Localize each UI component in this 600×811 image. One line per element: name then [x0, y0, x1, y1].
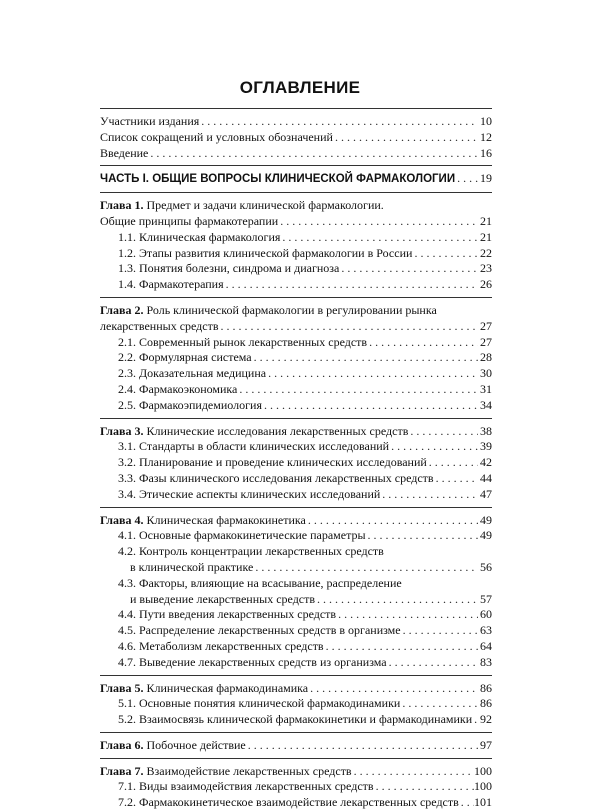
toc-section[interactable]	[100, 398, 492, 414]
toc-section[interactable]	[100, 607, 492, 623]
toc-section[interactable]	[100, 696, 492, 712]
page-number: 38	[480, 423, 492, 438]
section-title: 2.1. Современный рынок лекарственных средств	[118, 334, 368, 349]
chapter-title: Взаимодействие лекарственных средств	[143, 763, 352, 778]
chapter-title: Клинические исследования лекарственных средств	[143, 423, 409, 438]
page-number: 63	[480, 623, 492, 638]
page-number: 12	[480, 129, 492, 144]
toc-chapter-4[interactable]	[100, 513, 492, 529]
toc-chapter-2-title[interactable]	[100, 303, 492, 319]
section-title: 5.2. Взаимосвязь клинической фармакокинетики и фармакодинамики	[118, 712, 473, 727]
toc-section[interactable]	[100, 335, 492, 351]
toc-section[interactable]	[100, 528, 492, 544]
section-title-cont: и выведение лекарственных средств	[130, 591, 316, 606]
section-title: 3.1. Стандарты в области клинических исследований	[118, 439, 390, 454]
page-number: 34	[480, 397, 492, 412]
page-number: 44	[480, 470, 492, 485]
page-number: 10	[480, 114, 492, 128]
toc-section[interactable]	[100, 439, 492, 455]
chapter-label: Глава 7.	[100, 763, 144, 778]
divider	[100, 758, 492, 759]
page-title: ОГЛАВЛЕНИЕ	[239, 78, 361, 97]
section-title: 4.5. Распределение лекарственных средств в организме	[118, 623, 401, 638]
page-number: 97	[480, 737, 492, 752]
section-title: 3.3. Фазы клинического исследования лекарственных средств	[118, 470, 434, 485]
toc-chapter-7[interactable]	[100, 764, 492, 780]
chapter-title: Роль клинической фармакологии в регулировании рынка	[143, 302, 437, 317]
toc-chapter-2[interactable]	[100, 319, 492, 335]
page-number: 19	[480, 171, 492, 186]
chapter-label: Глава 2.	[100, 302, 144, 317]
page-number: 30	[480, 366, 492, 381]
page-number: 31	[480, 381, 492, 396]
section-title: 7.1. Виды взаимодействия лекарственных средств	[118, 779, 374, 794]
page-number: 26	[480, 277, 492, 292]
toc-entry-contributors[interactable]	[100, 114, 492, 130]
toc-section-title[interactable]	[100, 576, 492, 592]
toc-section[interactable]	[100, 560, 492, 576]
toc-section[interactable]	[100, 639, 492, 655]
section-title: 4.4. Пути введения лекарственных средств	[118, 607, 337, 622]
chapter-label: Глава 6.	[100, 737, 144, 752]
toc-chapter-1-title[interactable]	[100, 198, 492, 214]
section-title: 4.2. Контроль концентрации лекарственных средств	[118, 544, 384, 559]
chapter-title-cont: Общие принципы фармакотерапии	[100, 213, 279, 228]
chapter-title: Клиническая фармакокинетика	[143, 512, 306, 527]
divider	[100, 297, 492, 298]
page-number: 86	[480, 680, 492, 695]
page-number: 21	[480, 213, 492, 228]
table-of-contents	[100, 104, 492, 811]
toc-section[interactable]	[100, 779, 492, 795]
section-title: 3.4. Этические аспекты клинических исследований	[118, 486, 381, 501]
toc-section[interactable]	[100, 655, 492, 671]
toc-section[interactable]	[100, 795, 492, 811]
section-title: 1.3. Понятия болезни, синдрома и диагноза	[118, 261, 340, 276]
page-number: 47	[480, 486, 492, 501]
page-number: 101	[474, 795, 492, 810]
toc-entry-abbreviations[interactable]	[100, 130, 492, 146]
page-number: 64	[480, 638, 492, 653]
toc-section[interactable]	[100, 382, 492, 398]
chapter-label: Глава 1.	[100, 198, 144, 213]
section-title: 4.7. Выведение лекарственных средств из организма	[118, 654, 387, 669]
toc-section[interactable]	[100, 471, 492, 487]
chapter-label: Глава 3.	[100, 423, 144, 438]
section-title: 2.4. Фармакоэкономика	[118, 381, 238, 396]
page-number: 49	[480, 528, 492, 543]
divider	[100, 675, 492, 676]
divider	[100, 165, 492, 166]
toc-chapter-3[interactable]	[100, 424, 492, 440]
toc-part-1[interactable]	[100, 171, 492, 188]
page-number: 92	[480, 712, 492, 727]
toc-chapter-5[interactable]	[100, 681, 492, 697]
section-title: 2.2. Формулярная система	[118, 350, 252, 365]
toc-section[interactable]	[100, 592, 492, 608]
page-number: 23	[480, 261, 492, 276]
divider	[100, 732, 492, 733]
entry-title: Список сокращений и условных обозначений	[100, 129, 333, 144]
page-number: 100	[474, 763, 492, 778]
section-title: 2.3. Доказательная медицина	[118, 366, 267, 381]
section-title: 5.1. Основные понятия клинической фармакодинамики	[118, 696, 401, 711]
page-number: 42	[480, 455, 492, 470]
page-number: 16	[480, 145, 492, 160]
section-title: 1.4. Фармакотерапия	[118, 277, 224, 292]
chapter-title: Предмет и задачи клинической фармакологии.	[143, 198, 384, 213]
divider	[100, 192, 492, 193]
page-number: 39	[480, 439, 492, 454]
divider	[100, 108, 492, 109]
section-title: 4.6. Метаболизм лекарственных средств	[118, 638, 324, 653]
page-number: 27	[480, 318, 492, 333]
page-number: 21	[480, 229, 492, 244]
section-title: 3.2. Планирование и проведение клинических исследований	[118, 455, 427, 470]
chapter-title: Побочное действие	[143, 737, 246, 752]
toc-chapter-1[interactable]	[100, 214, 492, 230]
page-number: 22	[480, 245, 492, 260]
part-title: ЧАСТЬ I. ОБЩИЕ ВОПРОСЫ КЛИНИЧЕСКОЙ ФАРМАКОЛОГИИ	[100, 173, 456, 186]
toc-section[interactable]	[100, 277, 492, 293]
page-number: 49	[480, 512, 492, 527]
section-title: 1.1. Клиническая фармакология	[118, 229, 281, 244]
toc-entry-introduction[interactable]	[100, 146, 492, 162]
section-title: 4.3. Факторы, влияющие на всасывание, распределение	[118, 575, 402, 590]
page-number: 100	[474, 779, 492, 794]
toc-section[interactable]	[100, 366, 492, 382]
toc-section[interactable]	[100, 230, 492, 246]
toc-chapter-6[interactable]	[100, 738, 492, 754]
section-title-cont: в клинической практике	[130, 559, 254, 574]
page-number: 28	[480, 350, 492, 365]
section-title: 2.5. Фармакоэпидемиология	[118, 397, 262, 412]
entry-title: Введение	[100, 145, 149, 160]
toc-section[interactable]	[100, 455, 492, 471]
page-number: 60	[480, 607, 492, 622]
page-number: 27	[480, 334, 492, 349]
chapter-title-cont: лекарственных средств	[100, 318, 219, 333]
section-title: 7.2. Фармакокинетическое взаимодействие лекарственных средств	[118, 795, 459, 810]
page-number: 56	[480, 559, 492, 574]
toc-section[interactable]	[100, 623, 492, 639]
section-title: 4.1. Основные фармакокинетические параметры	[118, 528, 366, 543]
chapter-label: Глава 5.	[100, 680, 144, 695]
page-number: 83	[480, 654, 492, 669]
chapter-title: Клиническая фармакодинамика	[143, 680, 309, 695]
toc-section[interactable]	[100, 350, 492, 366]
divider	[100, 507, 492, 508]
toc-section[interactable]	[100, 246, 492, 262]
toc-section[interactable]	[100, 487, 492, 503]
toc-section[interactable]	[100, 261, 492, 277]
toc-section-title[interactable]	[100, 544, 492, 560]
divider	[100, 418, 492, 419]
page-number: 57	[480, 591, 492, 606]
section-title: 1.2. Этапы развития клинической фармакологии в России	[118, 245, 413, 260]
chapter-label: Глава 4.	[100, 512, 144, 527]
entry-title: Участники издания	[100, 114, 200, 128]
toc-section[interactable]	[100, 712, 492, 728]
page-number: 86	[480, 696, 492, 711]
